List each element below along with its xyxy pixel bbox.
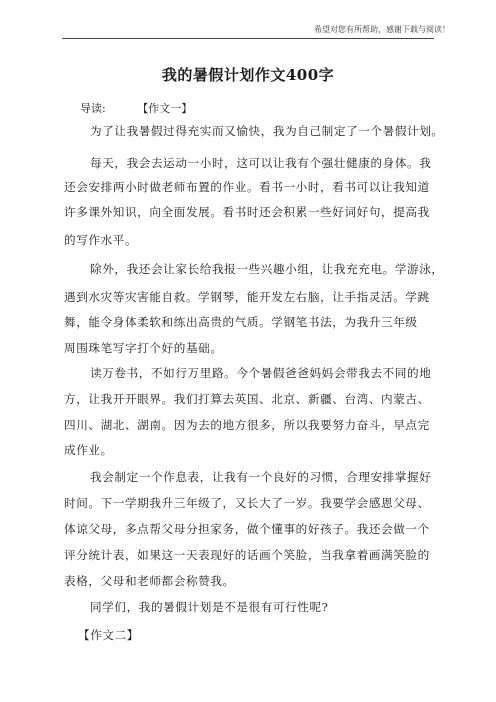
lead-label: 导读: [80, 102, 106, 115]
body-line: 的写作水平。 [64, 233, 138, 247]
body-line: 周围珠笔写字打个好的基础。 [64, 341, 223, 355]
body-line: 为了让我暑假过得充实而又愉快，我为自己制定了一个暑假计划。 [90, 124, 444, 138]
body-line: 体谅父母，多点帮父母分担家务，做个懂事的好孩子。我还会做一个 [64, 522, 430, 536]
body-line: 遇到水灾等灾害能自救。学钢琴，能开发左右脑，让手指灵活。学跳 [64, 290, 430, 304]
body-line: 四川、湖北、湖南。因为去的地方很多，所以我要努力奋斗，早点完 [64, 418, 430, 432]
body-line: 除外，我还会让家长给我报一些兴趣小组，让我充充电。学游泳， [90, 262, 444, 276]
body-line: 我会制定一个作息表，让我有一个良好的习惯，合理安排掌握好 [90, 470, 432, 484]
body-line: 方，让我开开眼界。我们打算去英国、北京、新疆、台湾、内蒙古、 [64, 392, 430, 406]
section2-heading: 【作文二】 [78, 628, 139, 642]
body-line: 许多课外知识，向全面发展。看书时还会积累一些好词好句，提高我 [64, 205, 430, 219]
body-line: 评分统计表，如果这一天表现好的话画个笑脸，当我拿着画满笑脸的 [64, 548, 430, 562]
body-line: 还会安排两小时做老师布置的作业。看书一小时，看书可以让我知道 [64, 180, 430, 194]
header-divider [62, 38, 434, 39]
section1-heading: 【作文一】 [137, 102, 193, 115]
body-line: 舞，能令身体柔软和练出高贵的气质。学钢笔书法，为我升三年级 [64, 315, 418, 329]
body-line: 表格，父母和老师都会称赞我。 [64, 574, 235, 588]
page-title: 我的暑假计划作文400字 [161, 66, 335, 84]
body-line: 每天，我会去运动一小时，这可以让我有个强壮健康的身体。我 [90, 156, 432, 170]
body-line: 同学们，我的暑假计划是不是很有可行性呢? [90, 600, 329, 614]
header-note: 希望对您有所帮助，感谢下载与阅读！ [314, 25, 450, 34]
body-line: 读万卷书，不如行万里路。今个暑假爸爸妈妈会带我去不同的地 [90, 366, 432, 380]
body-line: 成作业。 [64, 443, 113, 457]
lead-row [80, 100, 192, 116]
body-line: 时间。下一学期我升三年级了，又长大了一岁。我要学会感恩父母、 [64, 496, 430, 510]
